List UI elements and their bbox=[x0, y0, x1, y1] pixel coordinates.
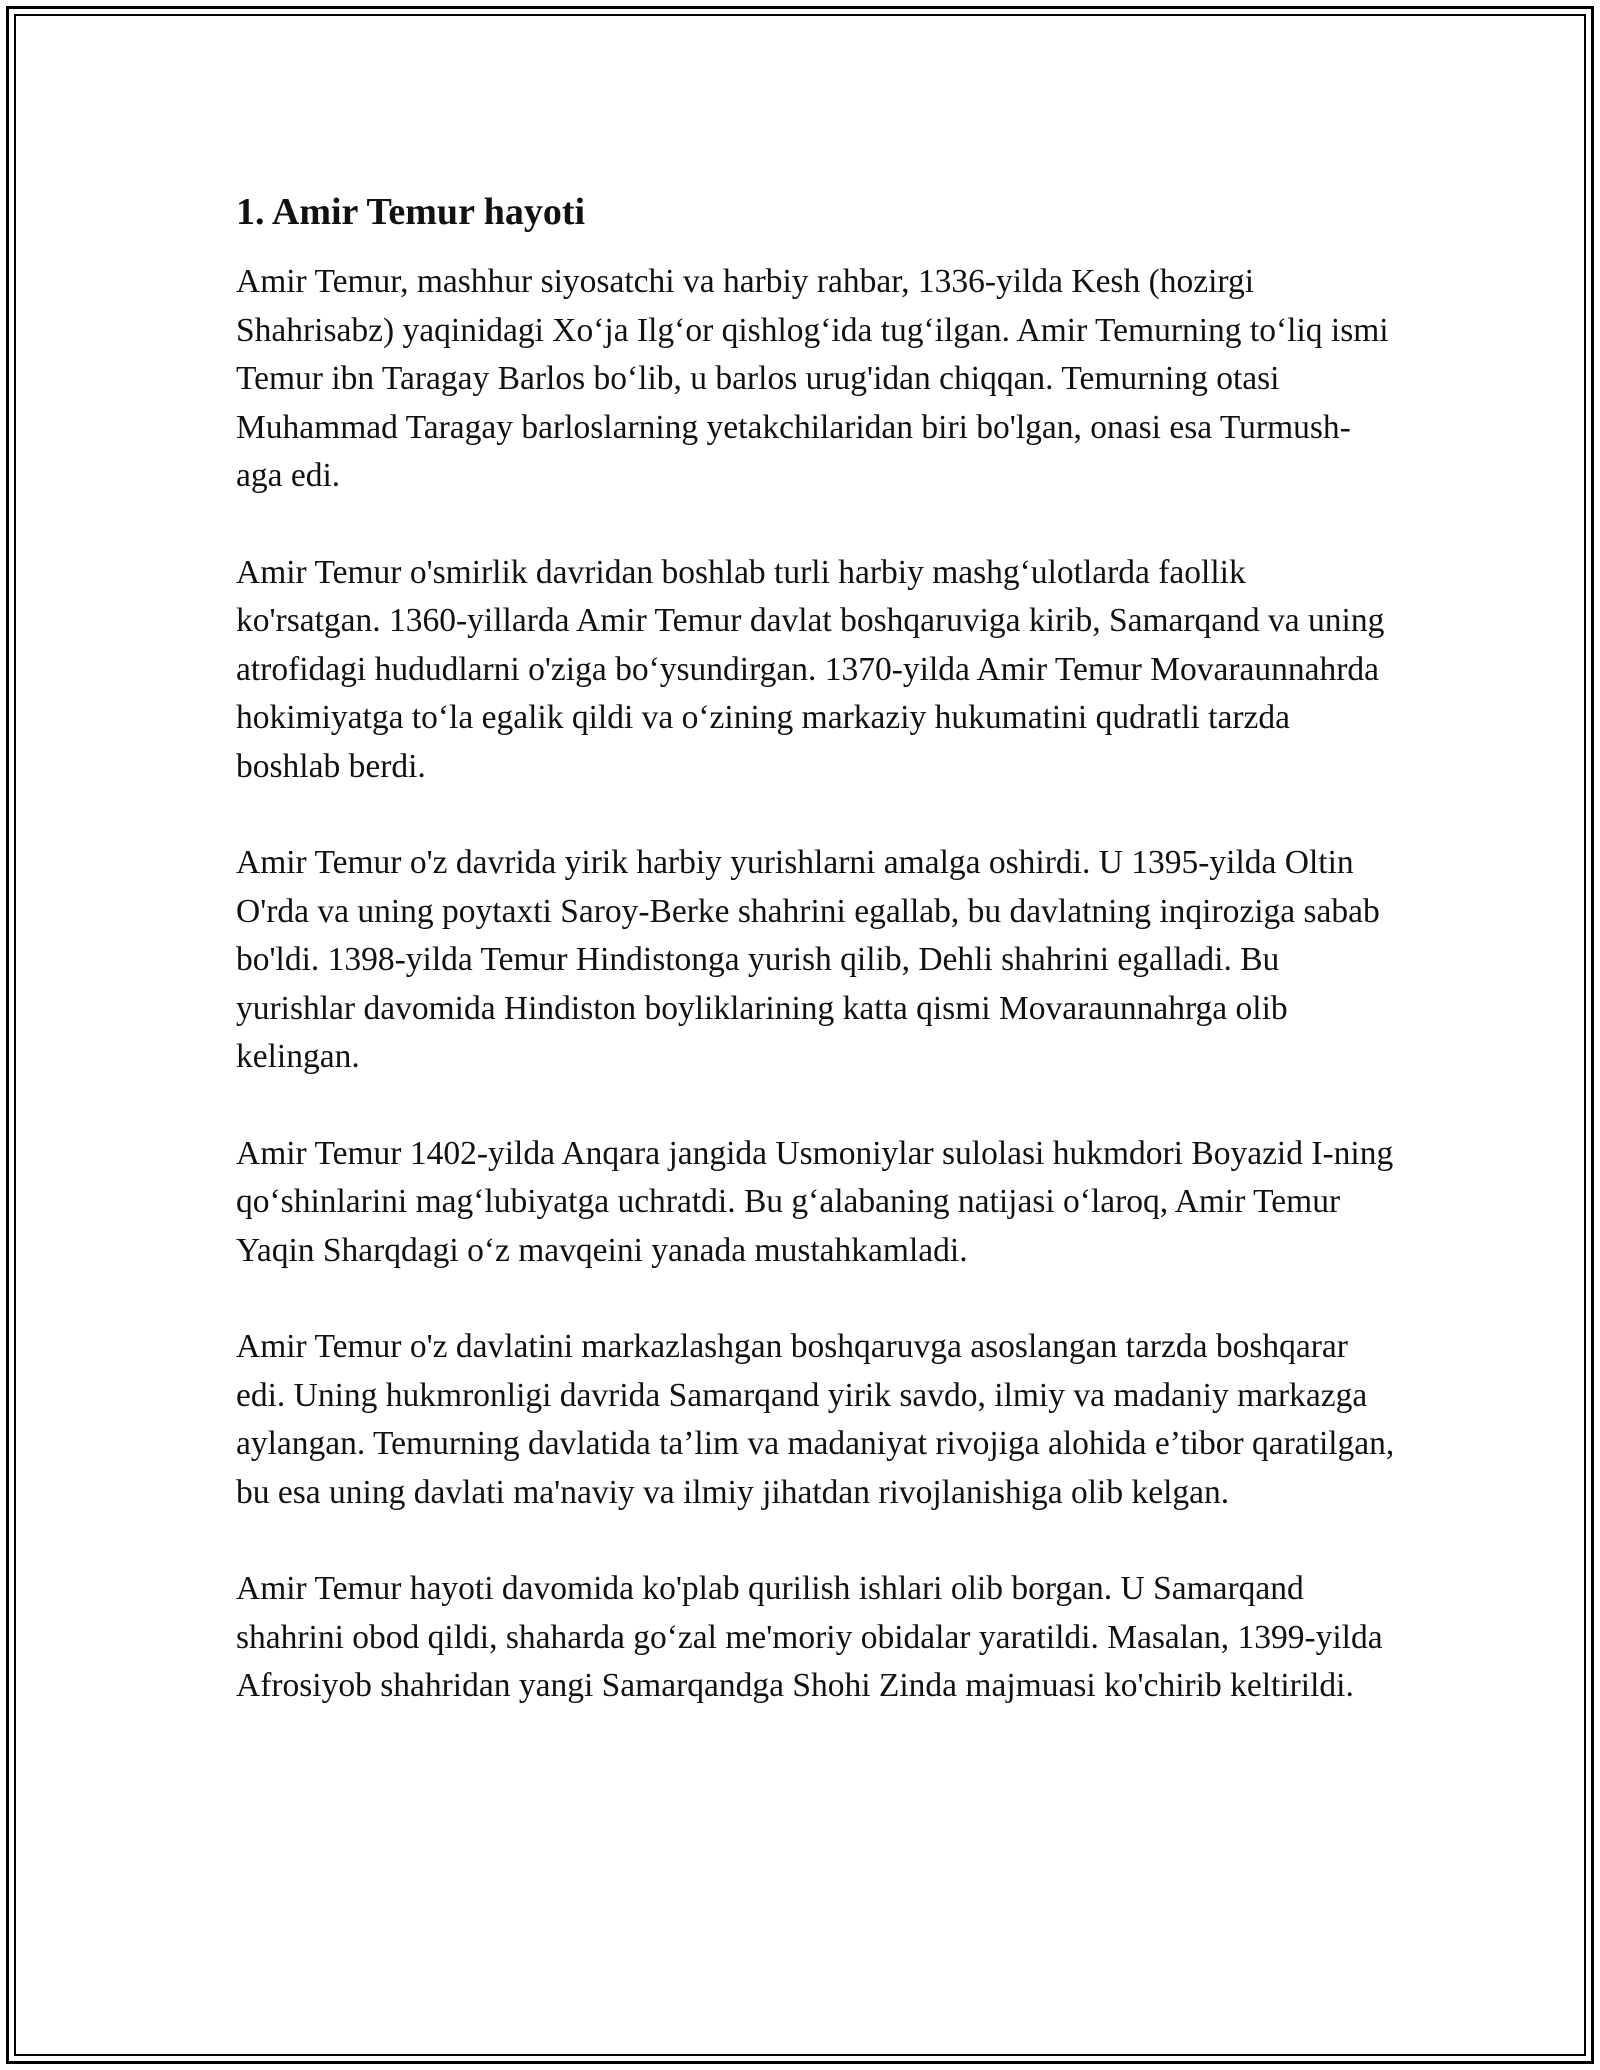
paragraph-campaigns: Amir Temur o'z davrida yirik harbiy yurishlarni amalga oshirdi. U 1395-yilda Oltin O'rda va uning poytaxti Saroy-Berke shahrini egallab, bu davlatning inqiroziga sabab bo'ldi. 1398-yilda Temur Hindistonga yurish qilib, Dehli shahrini egalladi. Bu yurishlar davomida Hindiston boyliklarining katta qismi Movaraunnahrga olib kelingan. bbox=[236, 844, 1380, 1075]
document-body bbox=[236, 188, 1396, 1759]
paragraph-birth: Amir Temur, mashhur siyosatchi va harbiy rahbar, 1336-yilda Kesh (hozirgi Shahrisabz) yaqinidagi Xo‘ja Ilg‘or qishlog‘ida tug‘ilgan. Amir Temurning to‘liq ismi Temur ibn Taragay Barlos bo‘lib, u barlos urug'idan chiqqan. Temurning otasi Muhammad Taragay barloslarning yetakchilaridan biri bo'lgan, onasi esa Turmush-aga edi. bbox=[236, 263, 1389, 494]
section-heading: 1. Amir Temur hayoti bbox=[236, 191, 586, 233]
paragraph-rise-to-power: Amir Temur o'smirlik davridan boshlab turli harbiy mashg‘ulotlarda faollik ko'rsatgan. 1360-yillarda Amir Temur davlat boshqaruviga kirib, Samarqand va uning atrofidagi hududlarni o'ziga bo‘ysundirgan. 1370-yilda Amir Temur Movaraunnahrda hokimiyatga to‘la egalik qildi va o‘zining markaziy hukumatini qudratli tarzda boshlab berdi. bbox=[236, 553, 1385, 785]
paragraph-governance: Amir Temur o'z davlatini markazlashgan boshqaruvga asoslangan tarzda boshqarar edi. Uning hukmronligi davrida Samarqand yirik savdo, ilmiy va madaniy markazga aylangan. Temurning davlatida ta’lim va madaniyat rivojiga alohida e’tibor qaratilgan, bu esa uning davlati ma'naviy va ilmiy jihatdan rivojlanishiga olib kelgan. bbox=[236, 1328, 1395, 1511]
paragraph-construction: Amir Temur hayoti davomida ko'plab qurilish ishlari olib borgan. U Samarqand shahrini obod qildi, shaharda go‘zal me'moriy obidalar yaratildi. Masalan, 1399-yilda Afrosiyob shahridan yangi Samarqandga Shohi Zinda majmuasi ko'chirib keltirildi. bbox=[236, 1570, 1383, 1704]
paragraph-ankara-battle: Amir Temur 1402-yilda Anqara jangida Usmoniylar sulolasi hukmdori Boyazid I-ning qo‘shinlarini mag‘lubiyatga uchratdi. Bu g‘alabaning natijasi o‘laroq, Amir Temur Yaqin Sharqdagi o‘z mavqeini yanada mustahkamladi. bbox=[236, 1134, 1394, 1269]
